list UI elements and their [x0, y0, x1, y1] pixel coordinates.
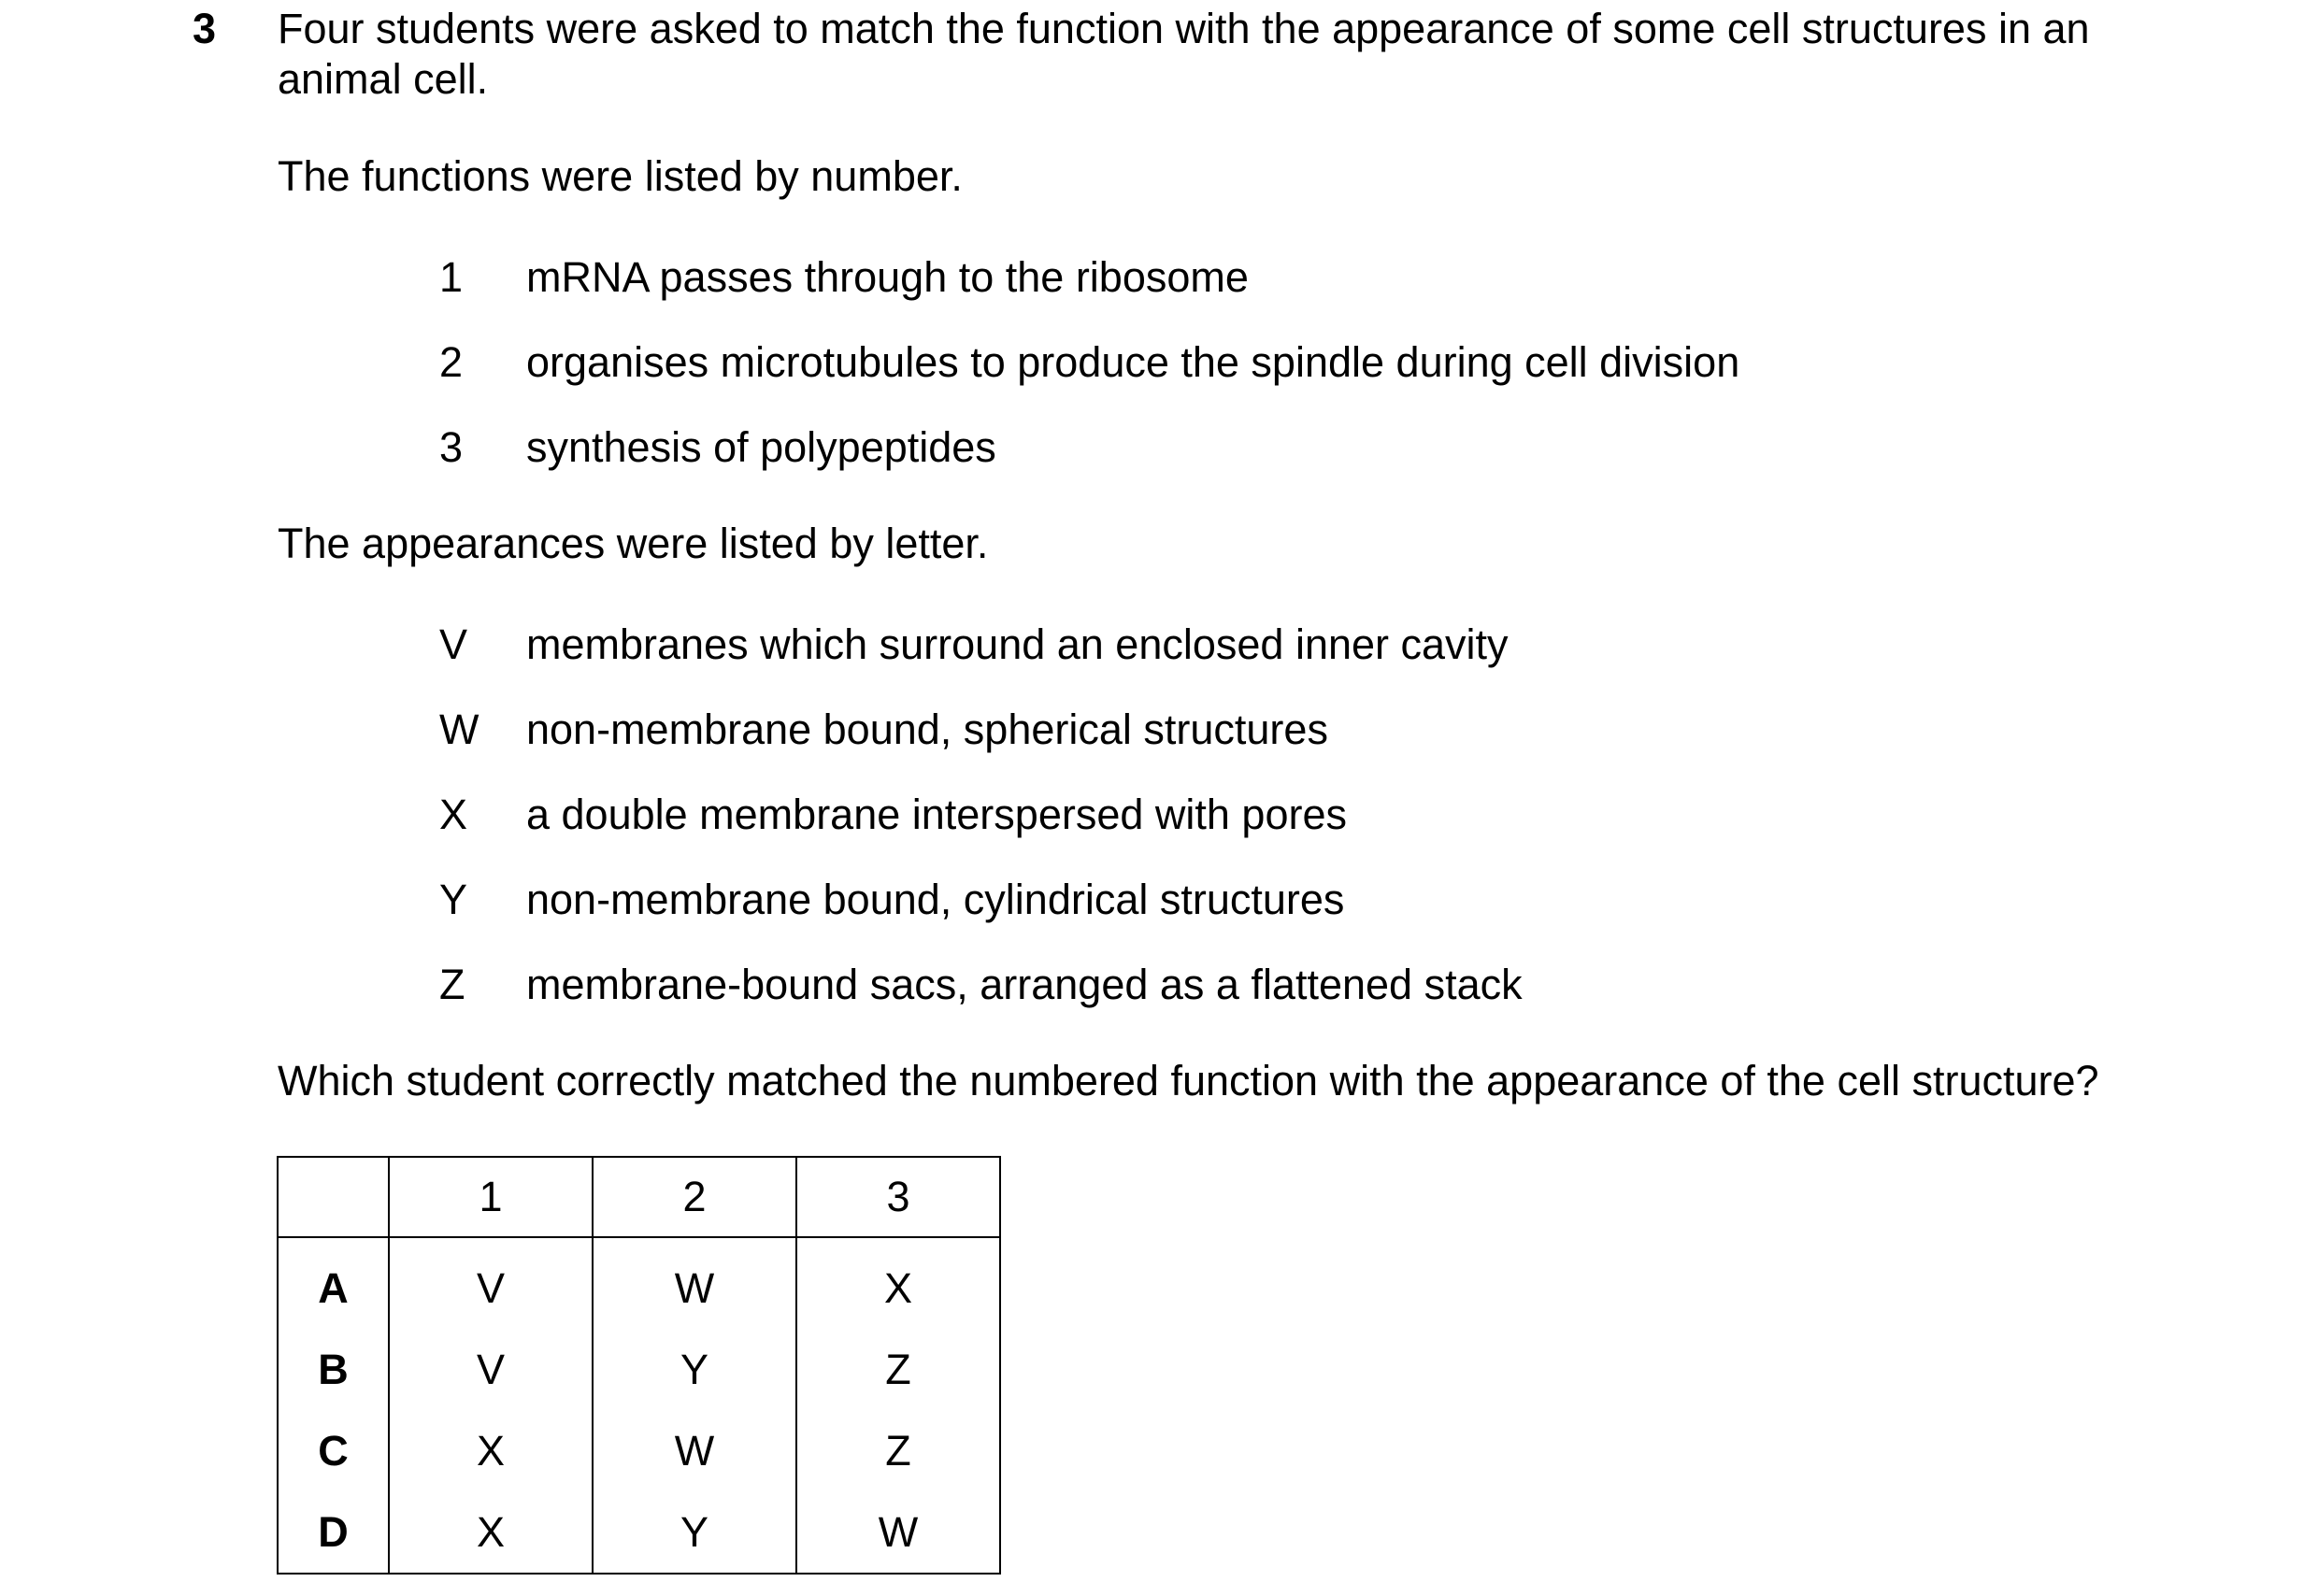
table-header-row [278, 1157, 1000, 1237]
table-header-cell: 1 [389, 1157, 593, 1237]
appearance-letter: W [439, 705, 479, 753]
table-cell: W [593, 1237, 796, 1329]
question-intro: Four students were asked to match the function with the appearance of some cell structures in an animal cell. [278, 5, 2090, 103]
appearance-text: membranes which surround an enclosed inner cavity [526, 620, 1509, 668]
table-row [278, 1491, 1000, 1574]
table-cell: W [593, 1410, 796, 1491]
function-number: 2 [439, 338, 464, 386]
table-row [278, 1237, 1000, 1329]
appearance-letter: X [439, 791, 468, 838]
function-text: mRNA passes through to the ribosome [526, 253, 1249, 301]
option-label: A [278, 1237, 389, 1329]
appearances-intro: The appearances were listed by letter. [278, 520, 989, 567]
answer-table [277, 1156, 1001, 1575]
table-header-cell [278, 1157, 389, 1237]
table-cell: Y [593, 1491, 796, 1574]
table-cell: Z [796, 1329, 1000, 1410]
function-text: synthesis of polypeptides [526, 423, 996, 471]
option-label: B [278, 1329, 389, 1410]
table-cell: Y [593, 1329, 796, 1410]
table-header-cell: 3 [796, 1157, 1000, 1237]
appearance-letter: Z [439, 961, 465, 1008]
table-cell: X [389, 1491, 593, 1574]
table-cell: X [796, 1237, 1000, 1329]
appearance-letter: V [439, 620, 468, 668]
functions-intro: The functions were listed by number. [278, 152, 963, 200]
table-cell: V [389, 1237, 593, 1329]
question-number: 3 [193, 5, 217, 52]
function-number: 1 [439, 253, 464, 301]
table-cell: V [389, 1329, 593, 1410]
table-cell: Z [796, 1410, 1000, 1491]
option-label: D [278, 1491, 389, 1574]
question-prompt: Which student correctly matched the numbered function with the appearance of the cell structure? [278, 1057, 2099, 1104]
function-text: organises microtubules to produce the spindle during cell division [526, 338, 1740, 386]
table-row [278, 1410, 1000, 1491]
table-header-cell: 2 [593, 1157, 796, 1237]
table-cell: X [389, 1410, 593, 1491]
table-row [278, 1329, 1000, 1410]
appearance-text: non-membrane bound, cylindrical structures [526, 876, 1345, 923]
option-label: C [278, 1410, 389, 1491]
appearance-text: membrane-bound sacs, arranged as a flattened stack [526, 961, 1523, 1008]
appearance-text: a double membrane interspersed with pores [526, 791, 1347, 838]
appearance-letter: Y [439, 876, 468, 923]
appearance-text: non-membrane bound, spherical structures [526, 705, 1328, 753]
table-cell: W [796, 1491, 1000, 1574]
function-number: 3 [439, 423, 464, 471]
